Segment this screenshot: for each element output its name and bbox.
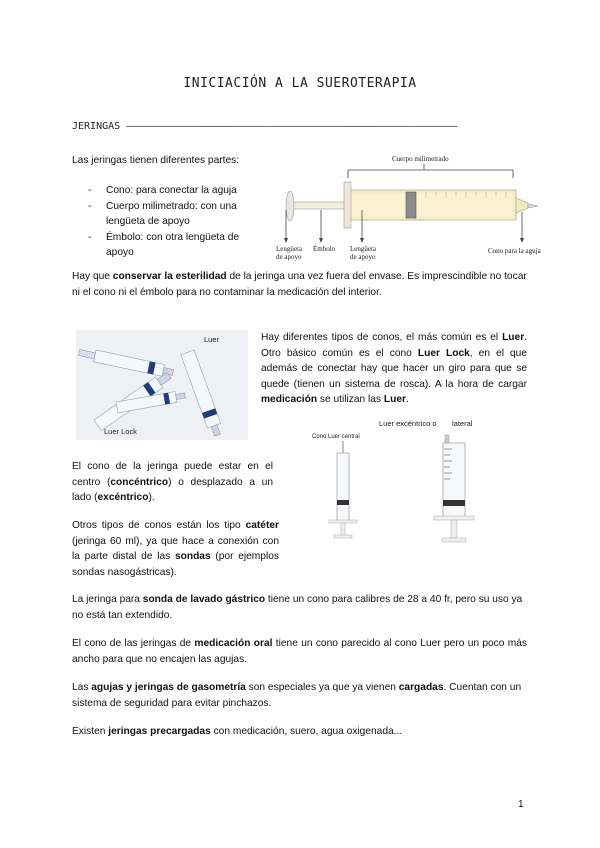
diagram-label: Émbolo (313, 245, 336, 253)
oral-paragraph: El cono de las jeringas de medicación oral tiene un cono parecido al cono Luer pero un poco más ancho para que no encajen las agujas. (72, 638, 527, 665)
gasometry-paragraph: Las agujas y jeringas de gasometría son especiales ya que ya vienen cargadas. Cuentan con un sistema de seguridad para evitar pinchazos. (72, 682, 522, 709)
luer-syringes-photo (76, 330, 248, 440)
sterility-paragraph: Hay que conservar la esterilidad de la jeringa una vez fuera del envase. Es imprescindible no tocar ni el cono ni el émbolo para no contaminar la medicación del interior. (72, 271, 527, 298)
diagram-label: Lengüeta (276, 245, 303, 253)
list-item: - Émbolo: con otra lengüeta de apoyo (85, 230, 263, 261)
cone-position-paragraph: El cono de la jeringa puede estar en el centro (concéntrico) o desplazado a un lado (excéntrico). (72, 461, 273, 503)
photo-label-luer: Luer (204, 335, 220, 344)
diagram-label: de apoyo (276, 253, 302, 261)
intro-text: Las jeringas tienen diferentes partes: (72, 155, 240, 166)
section-heading-text: JERINGAS (72, 121, 121, 132)
page-title: INICIACIÓN A LA SUEROTERAPIA (183, 76, 417, 91)
diagram-label: Lengüeta (350, 245, 377, 253)
page-number: 1 (518, 799, 524, 810)
diagram-label-body: Cuerpo milimetrado (392, 155, 449, 163)
photo-label-luer-lock: Luer Lock (104, 427, 137, 436)
section-rule: ––––––––––––––––––––––––––––––––––––––––––––––––––––––– (126, 121, 458, 132)
diagram-label: de apoyo (350, 253, 376, 261)
cone-position-photo (312, 415, 522, 560)
syringe-diagram (276, 148, 546, 263)
list-item: - Cuerpo milimetrado: con una lengüeta de apoyo (85, 199, 263, 230)
list-item: - Cono: para conectar la aguja (85, 183, 263, 199)
cones-paragraph: Hay diferentes tipos de conos, el más común es el Luer. Otro básico común es el cono Luer Lock, en el que además de conectar hay que hacer un giro para que se quede (tienen un sistema de rosca). A la hora de cargar medicación se utilizan las Luer. (261, 332, 527, 405)
photo-label-lateral: lateral (452, 419, 473, 428)
parts-list (85, 183, 263, 261)
section-heading (72, 121, 532, 132)
photo-label-eccentric: Luer excéntrico o (379, 419, 437, 428)
diagram-label: Cono para la aguja (488, 247, 541, 255)
photo-label-central: Cono Luer central (312, 434, 360, 440)
catheter-paragraph: Otros tipos de conos están los tipo catéter (jeringa 60 ml), ya que hace a conexión con la parte distal de las sondas (por ejemplos sondas nasogástricas). (72, 520, 279, 578)
gastric-paragraph: La jeringa para sonda de lavado gástrico tiene un cono para calibres de 28 a 40 fr, pero su uso ya no está tan extendido. (72, 594, 523, 621)
prefilled-paragraph: Existen jeringas precargadas con medicación, suero, agua oxigenada... (72, 726, 403, 737)
